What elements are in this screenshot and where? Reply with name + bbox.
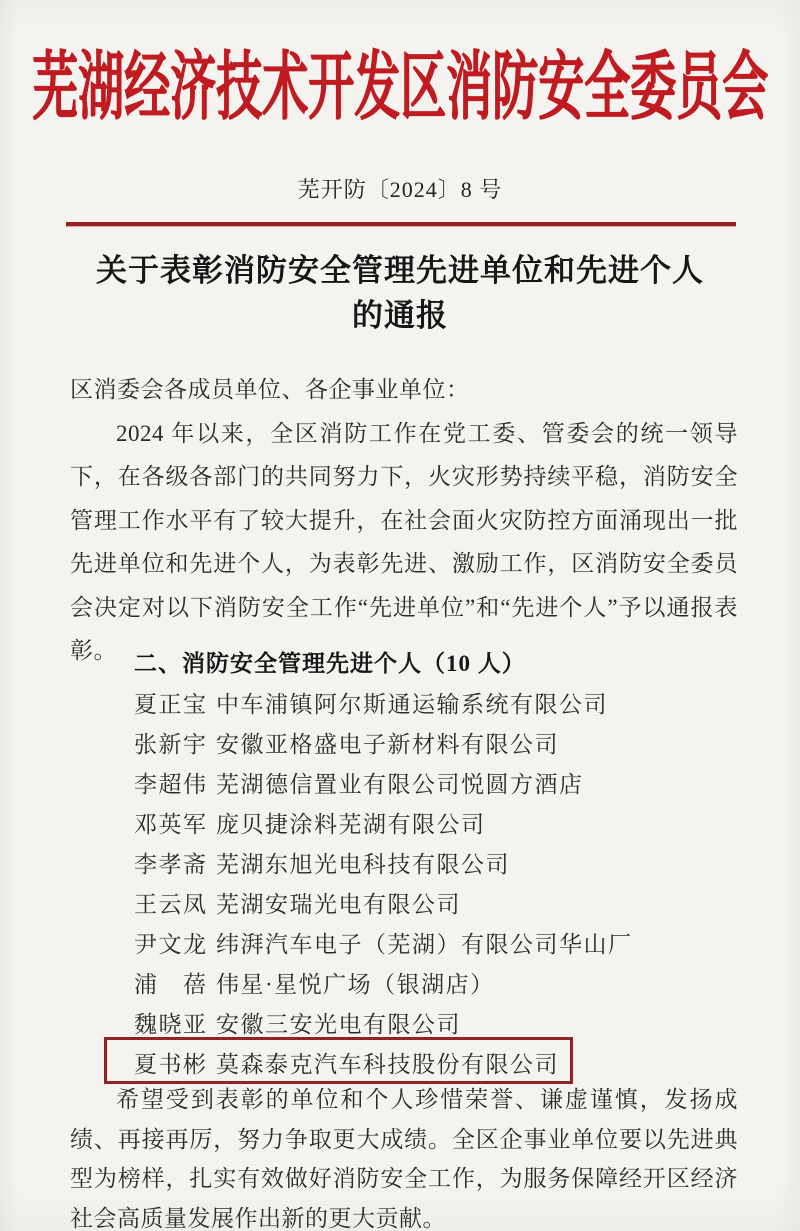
- awardee-company: 安徽亚格盛电子新材料有限公司: [216, 731, 559, 757]
- intro-paragraph: 2024 年以来，全区消防工作在党工委、管委会的统一领导下，在各级各部门的共同努力下，火灾形势持续平稳，消防安全管理工作水平有了较大提升，在社会面火灾防控方面涌现出一批先进单位和先进个人，为表彰先进、激励工作，区消防安全委员会决定对以下消防安全工作“先进单位”和“先进个人”予以通报表彰。: [70, 420, 738, 663]
- salutation: 区消委会各成员单位、各企事业单位：: [70, 377, 470, 402]
- awardee-company: 芜湖安瑞光电有限公司: [216, 891, 461, 917]
- awardee-name: 邓英军: [134, 811, 206, 837]
- awardee-name: 李孝斋: [134, 851, 206, 877]
- awardee-row: [134, 722, 559, 762]
- awardee-name: 王云凤: [134, 891, 206, 917]
- awardee-row: [134, 1002, 461, 1042]
- awardee-name: 夏书彬: [134, 1051, 206, 1077]
- awardee-company: 芜湖德信置业有限公司悦圆方酒店: [216, 771, 584, 797]
- awardee-row: [134, 682, 608, 722]
- awardee-name: 尹文龙: [134, 931, 206, 957]
- notice-title-line1: 关于表彰消防安全管理先进单位和先进个人: [96, 253, 704, 288]
- awardee-name: 张新宇: [134, 731, 206, 757]
- red-separator-line: [66, 222, 736, 226]
- closing-paragraph: 希望受到表彰的单位和个人珍惜荣誉、谦虚谨慎，发扬成绩、再接再厉，努力争取更大成绩。全区企事业单位要以先进典型为榜样，扎实有效做好消防安全工作，为服务保障经开区经济社会高质量发展作出新的更大贡献。: [70, 1087, 738, 1231]
- issuer-title: 芜湖经济技术开发区消防安全委员会: [32, 45, 768, 128]
- issuer-masthead: [0, 28, 800, 134]
- awardee-name: 浦蓓: [134, 971, 206, 997]
- awardee-company: 莫森泰克汽车科技股份有限公司: [216, 1051, 559, 1077]
- awardee-name: 夏正宝: [134, 691, 206, 717]
- awardee-company: 庞贝捷涂料芜湖有限公司: [216, 811, 486, 837]
- notice-title-line2: 的通报: [352, 298, 448, 333]
- notice-title: [0, 248, 800, 338]
- awardee-list: [134, 682, 633, 1082]
- section-heading: 二、消防安全管理先进个人（10 人）: [134, 651, 526, 676]
- awardee-name: 李超伟: [134, 771, 206, 797]
- awardee-row: [134, 922, 633, 962]
- awardee-company: 安徽三安光电有限公司: [216, 1011, 461, 1037]
- awardee-name: 魏晓亚: [134, 1011, 206, 1037]
- awardee-row: [134, 962, 495, 1002]
- awardee-row: [134, 882, 461, 922]
- doc-number: 芜开防〔2024〕8 号: [297, 177, 503, 202]
- awardee-company: 伟星·星悦广场（银湖店）: [216, 971, 495, 997]
- awardee-row: [134, 842, 510, 882]
- awardee-row: [134, 1042, 559, 1082]
- awardee-row: [134, 762, 584, 802]
- awardee-company: 纬湃汽车电子（芜湖）有限公司华山厂: [216, 931, 633, 957]
- awardee-row: [134, 802, 486, 842]
- awardee-company: 中车浦镇阿尔斯通运输系统有限公司: [216, 691, 608, 717]
- awardee-company: 芜湖东旭光电科技有限公司: [216, 851, 510, 877]
- body-text: [70, 368, 738, 673]
